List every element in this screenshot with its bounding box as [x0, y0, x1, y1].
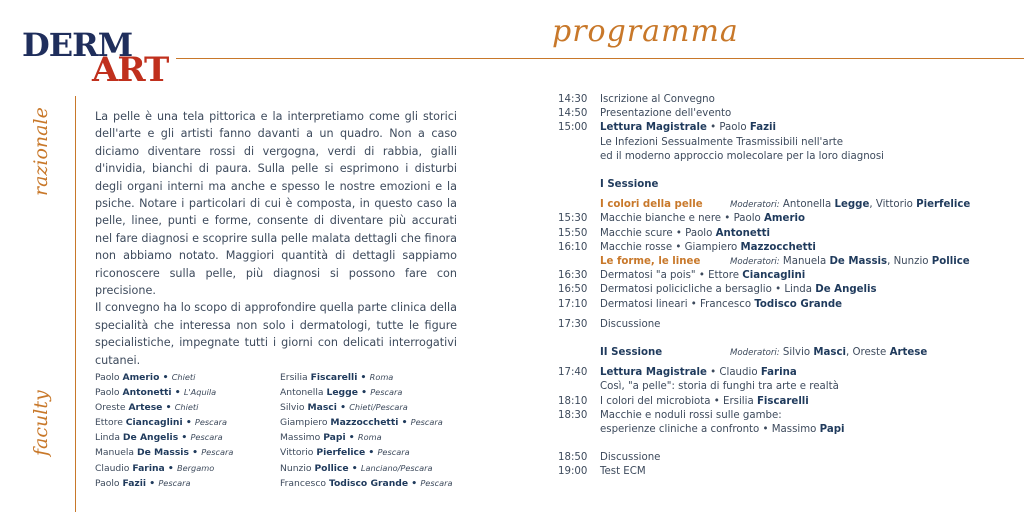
- schedule-row: 16:50 Dermatosi policicliche a bersaglio • Linda De Angelis: [558, 283, 1024, 297]
- item-text: Presentazione dell'evento: [600, 108, 732, 120]
- moderator-last: Legge: [834, 199, 870, 211]
- faculty-city: Pescara: [410, 417, 443, 428]
- speaker-first: Paolo: [733, 213, 761, 225]
- item-text: Dermatosi lineari: [600, 298, 688, 310]
- moderators-label: Moderatori:: [730, 348, 780, 359]
- faculty-member: [280, 385, 460, 400]
- time: 17:40: [558, 367, 588, 379]
- side-divider: [75, 96, 76, 512]
- faculty-city: Pescara: [377, 447, 410, 458]
- item-text: Macchie rosse: [600, 241, 673, 253]
- faculty-city: Chieti: [174, 402, 199, 413]
- faculty-column-1: [95, 370, 275, 491]
- speaker-first: Claudio: [719, 367, 758, 379]
- faculty-first-name: Giampiero: [280, 417, 328, 429]
- faculty-last-name: Legge: [326, 387, 358, 399]
- faculty-first-name: Paolo: [95, 372, 120, 383]
- faculty-member: [280, 370, 460, 385]
- time: 16:30: [558, 270, 588, 282]
- speaker-first: Linda: [784, 284, 813, 296]
- item-text: Così, "a pelle": storia di funghi tra arte e realtà: [600, 381, 839, 393]
- faculty-first-name: Silvio: [280, 402, 305, 414]
- faculty-city: Pescara: [201, 447, 234, 458]
- faculty-member: [95, 476, 275, 491]
- moderator-first: Vittorio: [875, 199, 913, 211]
- moderator-last: Pierfelice: [916, 199, 971, 211]
- moderator-first: Oreste: [852, 347, 887, 359]
- moderator-first: Manuela: [782, 256, 827, 268]
- faculty-member: [95, 461, 275, 476]
- schedule-row: [558, 121, 1024, 135]
- faculty-city: Chieti/Pescara: [349, 402, 408, 413]
- bullet-separator: •: [365, 447, 378, 459]
- faculty-first-name: Ettore: [95, 417, 123, 429]
- faculty-member: [280, 415, 460, 430]
- moderator-first: Antonella: [782, 199, 832, 211]
- moderator-first: Nunzio: [893, 256, 929, 268]
- moderator-last: Artese: [889, 347, 928, 359]
- item-text: Le Infezioni Sessualmente Trasmissibili nell'arte: [600, 136, 844, 148]
- faculty-first-name: Paolo: [95, 387, 120, 399]
- item-text: Iscrizione al Convegno: [600, 94, 715, 105]
- programma-schedule: [558, 93, 1024, 480]
- faculty-last-name: Amerio: [122, 372, 160, 383]
- faculty-first-name: Francesco: [280, 477, 327, 489]
- faculty-first-name: Ersilia: [280, 372, 308, 383]
- faculty-city: Pescara: [370, 387, 403, 398]
- block-title: Le forme, le linee: [600, 256, 701, 268]
- schedule-row: [558, 409, 1024, 423]
- faculty-last-name: Masci: [307, 402, 337, 414]
- faculty-last-name: Mazzocchetti: [330, 417, 399, 429]
- speaker-last: Papi: [819, 424, 845, 436]
- faculty-last-name: Farina: [132, 462, 165, 474]
- block-heading: I colori della pelle Moderatori: Antonella Legge, Vittorio Pierfelice: [558, 198, 1024, 212]
- bullet-separator: •: [162, 402, 175, 414]
- faculty-first-name: Massimo: [280, 432, 321, 444]
- schedule-row: [558, 93, 1024, 107]
- speaker-first: Ersilia: [723, 395, 754, 407]
- faculty-member: [95, 400, 275, 415]
- item-text: Macchie bianche e nere: [600, 213, 722, 225]
- block-heading: Le forme, le linee Moderatori: Manuela De Massis, Nunzio Pollice: [558, 255, 1024, 269]
- time: 15:00: [558, 122, 588, 134]
- faculty-first-name: Linda: [95, 432, 120, 444]
- item-text: Test ECM: [600, 466, 646, 478]
- speaker-last: Mazzocchetti: [740, 241, 816, 253]
- page-title: programma: [552, 14, 739, 49]
- faculty-last-name: Antonetti: [122, 387, 172, 399]
- moderators-label: Moderatori:: [730, 200, 780, 211]
- faculty-member: [95, 430, 275, 445]
- faculty-member: [95, 415, 275, 430]
- faculty-member: [280, 445, 460, 460]
- faculty-member: [95, 385, 275, 400]
- schedule-row: 17:10 Dermatosi lineari • Francesco Todisco Grande: [558, 298, 1024, 312]
- speaker-first: Giampiero: [684, 241, 738, 253]
- bullet-separator: •: [171, 387, 184, 399]
- faculty-member: [280, 461, 460, 476]
- faculty-first-name: Manuela: [95, 447, 135, 459]
- moderators-label: Moderatori:: [730, 257, 780, 268]
- time: 18:50: [558, 452, 588, 464]
- time: 16:10: [558, 241, 588, 253]
- item-text: Dermatosi "a pois": [600, 270, 696, 282]
- speaker-first: Francesco: [700, 298, 752, 310]
- speaker-last: Ciancaglini: [742, 270, 806, 282]
- bullet-separator: •: [159, 372, 172, 383]
- faculty-city: Lanciano/Pescara: [360, 462, 433, 473]
- item-text: Macchie e noduli rossi sulle gambe:: [600, 409, 782, 421]
- schedule-row: [558, 451, 1024, 465]
- bullet-separator: •: [408, 477, 421, 489]
- faculty-city: L'Aquila: [183, 387, 217, 398]
- time: 17:30: [558, 318, 588, 330]
- item-text: Dermatosi policicliche a bersaglio: [600, 284, 772, 296]
- speaker-first: Paolo: [719, 122, 747, 134]
- time: 17:10: [558, 298, 588, 310]
- schedule-row: [558, 465, 1024, 479]
- session-title: II Sessione: [600, 347, 663, 359]
- faculty-first-name: Paolo: [95, 477, 120, 489]
- faculty-last-name: Ciancaglini: [125, 417, 183, 429]
- razionale-label: razionale: [30, 107, 52, 196]
- schedule-row: [558, 107, 1024, 121]
- bullet-separator: •: [164, 462, 177, 474]
- faculty-member: [95, 370, 275, 385]
- faculty-last-name: Fazii: [122, 477, 147, 489]
- moderator-first: Silvio: [782, 347, 811, 359]
- bullet-separator: •: [357, 372, 370, 383]
- bullet-separator: •: [188, 447, 202, 459]
- faculty-last-name: Pierfelice: [316, 447, 366, 459]
- schedule-row: 16:10 Macchie rosse • Giampiero Mazzocchetti: [558, 241, 1024, 255]
- bullet-separator: •: [178, 432, 191, 444]
- faculty-member: [280, 430, 460, 445]
- faculty-last-name: De Massis: [136, 447, 189, 459]
- faculty-column-2: [280, 370, 460, 491]
- bullet-separator: •: [146, 477, 159, 489]
- faculty-first-name: Nunzio: [280, 462, 312, 474]
- razionale-paragraph-2: Il convegno ha lo scopo di approfondire quella parte clinica della specialità che interessa non solo i dermatologi, tutte le figure specialistiche, impegnate tutti i giorni con delicati interrogativi cutanei.: [95, 301, 457, 367]
- moderator-last: Masci: [813, 347, 847, 359]
- bullet-separator: •: [345, 432, 358, 444]
- faculty-last-name: Pollice: [314, 462, 349, 474]
- time: 15:30: [558, 213, 588, 225]
- faculty-member: [280, 476, 460, 491]
- speaker-last: De Angelis: [815, 284, 877, 296]
- schedule-row: esperienze cliniche a confronto • Massimo Papi: [600, 424, 845, 436]
- speaker-last: Fazii: [749, 122, 777, 134]
- faculty-city: Pescara: [190, 432, 223, 443]
- time: 16:50: [558, 284, 588, 296]
- item-text: Lettura Magistrale • Paolo Fazii: [600, 122, 777, 134]
- schedule-row: [558, 318, 1024, 332]
- schedule-row: [558, 150, 1024, 164]
- item-text: esperienze cliniche a confronto: [600, 424, 760, 436]
- time: 14:50: [558, 108, 588, 120]
- bullet-separator: •: [336, 402, 350, 414]
- faculty-last-name: Todisco Grande: [328, 477, 409, 489]
- lecture-title: Lettura Magistrale: [600, 122, 707, 134]
- bullet-separator: •: [357, 387, 371, 399]
- time: 18:10: [558, 395, 588, 407]
- bullet-separator: •: [182, 417, 195, 429]
- faculty-last-name: Fiscarelli: [310, 372, 358, 383]
- schedule-row: 17:40 Lettura Magistrale • Claudio Farina: [558, 366, 1024, 380]
- time: 19:00: [558, 466, 588, 478]
- faculty-city: Pescara: [420, 477, 453, 488]
- speaker-last: Fiscarelli: [756, 395, 809, 407]
- faculty-last-name: De Angelis: [122, 432, 179, 444]
- speaker-first: Massimo: [771, 424, 817, 436]
- logo-derm-text: DERM: [22, 26, 133, 64]
- time: 14:30: [558, 94, 588, 105]
- speaker-last: Antonetti: [715, 227, 771, 239]
- faculty-member: [280, 400, 460, 415]
- lecture-title: Lettura Magistrale: [600, 367, 707, 379]
- faculty-city: Chieti: [171, 372, 196, 382]
- faculty-city: Pescara: [158, 477, 191, 488]
- item-text: Discussione: [600, 318, 661, 330]
- bullet-separator: •: [348, 462, 361, 474]
- faculty-first-name: Oreste: [95, 402, 126, 414]
- logo-art-text: ART: [92, 50, 169, 90]
- moderator-last: Pollice: [931, 256, 970, 268]
- faculty-city: Pescara: [194, 417, 228, 428]
- session-heading: [558, 178, 1024, 192]
- bullet-separator: •: [398, 417, 411, 429]
- faculty-first-name: Vittorio: [280, 447, 314, 459]
- schedule-row: 18:10 I colori del microbiota • Ersilia Fiscarelli: [558, 395, 1024, 409]
- speaker-first: Ettore: [708, 270, 739, 282]
- faculty-first-name: Antonella: [280, 387, 324, 399]
- moderator-last: De Massis: [829, 256, 888, 268]
- session-title: I Sessione: [600, 179, 659, 191]
- faculty-city: Roma: [357, 432, 382, 443]
- faculty-city: Roma: [369, 372, 394, 382]
- schedule-row: 15:30 Macchie bianche e nere • Paolo Amerio: [558, 212, 1024, 226]
- schedule-row: 15:50 Macchie scure • Paolo Antonetti: [558, 227, 1024, 241]
- item-text: Discussione: [600, 452, 661, 464]
- item-text: ed il moderno approccio molecolare per la loro diagnosi: [600, 150, 885, 162]
- header-divider: [176, 58, 1024, 59]
- time: 15:50: [558, 227, 588, 239]
- razionale-paragraph-1: La pelle è una tela pittorica e la interpretiamo come gli storici dell'arte e gli artisti fanno davanti a un quadro. Non a caso diciamo diventare rossi di vergogna, verdi di rabbia, gialli d'invidia, bianchi di paura. Sulla pelle si esprimono i disturbi degli organi interni ma anche e spesso le nostre emozioni e la psiche. Notare i particolari di cui è composta, in questo caso la pelle, linee, punti e forme, consente di diventare più accurati nel fare diagnosi e scoprire sulla pelle malata dettagli che finora non abbiamo notato. Maggiori quantità di dettagli sappiamo riconoscere sulla pelle, più diagnosi si possono fare con precisione.: [95, 110, 457, 298]
- razionale-text: [95, 108, 457, 369]
- schedule-row: [558, 380, 1024, 394]
- faculty-first-name: Claudio: [95, 462, 130, 474]
- speaker-last: Todisco Grande: [754, 298, 843, 310]
- speaker-first: Paolo: [685, 227, 713, 239]
- schedule-row: [558, 136, 1024, 150]
- time: 18:30: [558, 409, 588, 421]
- item-text: Macchie scure: [600, 227, 673, 239]
- speaker-last: Farina: [760, 367, 797, 379]
- schedule-row: 16:30 Dermatosi "a pois" • Ettore Ciancaglini: [558, 269, 1024, 283]
- session-heading: II Sessione Moderatori: Silvio Masci, Oreste Artese: [558, 346, 1024, 360]
- faculty-last-name: Papi: [323, 432, 346, 444]
- item-text: I colori del microbiota: [600, 395, 711, 407]
- faculty-city: Bergamo: [177, 462, 215, 473]
- faculty-member: [95, 445, 275, 460]
- faculty-label: faculty: [30, 390, 52, 456]
- block-title: I colori della pelle: [600, 199, 703, 211]
- faculty-last-name: Artese: [128, 402, 163, 414]
- speaker-last: Amerio: [764, 213, 805, 225]
